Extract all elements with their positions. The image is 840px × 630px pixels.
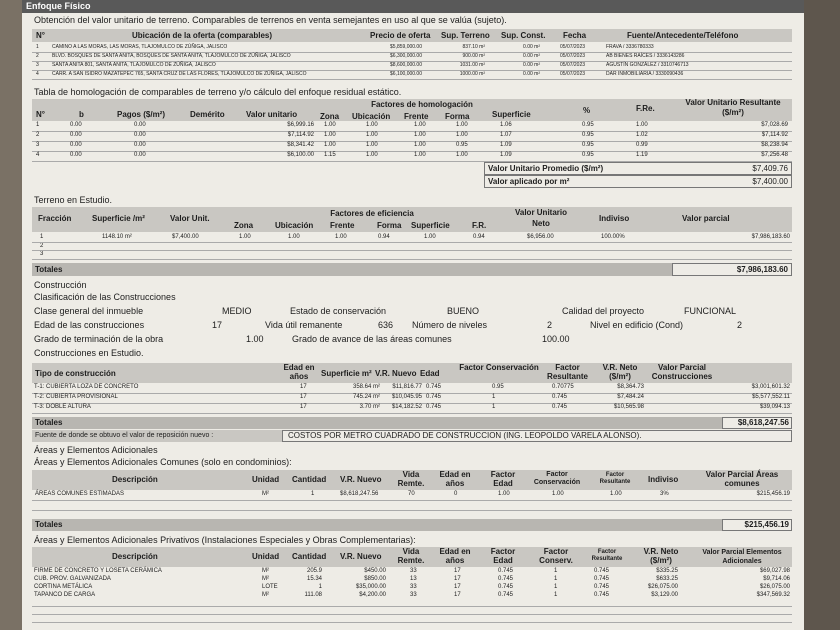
- table-cell: 05/07/2023: [560, 44, 586, 50]
- table-cell: $6,100,000.00: [390, 71, 422, 77]
- table-cell: 1.00: [288, 234, 300, 240]
- table-cell: 1: [492, 394, 496, 400]
- table-cell: 1.00: [239, 234, 251, 240]
- table-cell: 1.00: [636, 122, 648, 128]
- table-cell: 17: [300, 394, 307, 400]
- col-header: Frente: [404, 112, 429, 121]
- table-cell: FRAVA / 3336780333: [606, 44, 654, 50]
- col-header: Valor Unitario Neto: [514, 208, 567, 228]
- homologation-title: Tabla de homologación de comparables de terreno y/o cálculo del enfoque residual estático.: [34, 87, 402, 97]
- table-cell: 1: [554, 568, 558, 574]
- table-cell: 0.745: [498, 584, 514, 590]
- table-cell: SANTA ANITA 801, SANTA ANITA, TLAJOMULCO DE ZÚÑIGA, JALISCO: [52, 62, 216, 68]
- table-cell: $215,456.19: [756, 491, 790, 497]
- table-cell: $14,182.52: [391, 404, 422, 410]
- table-cell: $347,569.32: [756, 592, 790, 598]
- table-cell: CAMINO A LAS MORAS, LAS MORAS, TLAJOMULCO DE ZÚÑIGA, JALISCO: [52, 44, 228, 50]
- table-cell: 1: [554, 592, 558, 598]
- table-cell: 0.745: [594, 576, 610, 582]
- table-cell: $7,986,183.60: [751, 234, 790, 240]
- col-header: Factor Resultante: [599, 472, 631, 485]
- table-cell: 13: [410, 576, 417, 582]
- edad-label: Edad de las construcciones: [34, 320, 145, 330]
- table-cell: AB BIENES RAÍCES / 3336143286: [606, 53, 685, 59]
- table-cell: 0.745: [552, 394, 568, 400]
- table-cell: 1.00: [456, 152, 468, 158]
- table-cell: $7,114.92: [761, 132, 788, 138]
- table-cell: T-3: DOBLE ALTURA: [34, 404, 91, 410]
- table-cell: 1.00: [414, 132, 426, 138]
- table-cell: LOTE: [262, 584, 278, 590]
- totales-label: Totales: [35, 520, 63, 529]
- table-cell: 4: [36, 71, 39, 77]
- col-header: Descripción: [112, 552, 158, 561]
- row-divider: [32, 141, 792, 142]
- table-cell: 1031.00 m²: [459, 62, 485, 68]
- estado-label: Estado de conservación: [290, 306, 387, 316]
- table-cell: 0: [454, 491, 458, 497]
- table-cell: 1.00: [424, 234, 436, 240]
- col-header: Unidad: [252, 552, 280, 561]
- table-cell: 0.00 m²: [523, 62, 540, 68]
- table-cell: 1.06: [500, 122, 512, 128]
- table-cell: T-2: CUBIERTA PROVISIONAL: [34, 394, 118, 400]
- nivel-edificio-value: 2: [737, 320, 743, 330]
- table-cell: 1.09: [500, 152, 512, 158]
- niveles-label: Número de niveles: [412, 320, 488, 330]
- table-cell: 17: [454, 568, 461, 574]
- table-cell: $335.25: [656, 568, 678, 574]
- table-cell: $5,859,000.00: [390, 44, 422, 50]
- col-header: Factor Conservación: [533, 471, 581, 486]
- table-cell: 1148.10 m²: [102, 234, 132, 240]
- table-cell: 0.745: [594, 584, 610, 590]
- table-cell: 1.07: [500, 132, 512, 138]
- col-header: Ubicación: [352, 112, 391, 121]
- table-cell: 0.00 m²: [523, 71, 540, 77]
- table-cell: 0.00 m²: [523, 44, 540, 50]
- table-cell: $6,100.00: [287, 152, 314, 158]
- col-header: F.R.: [472, 221, 487, 230]
- table-cell: 15.34: [306, 576, 322, 582]
- table-cell: 1: [311, 491, 315, 497]
- col-header: Demérito: [190, 110, 225, 119]
- table-cell: $7,028.69: [761, 122, 788, 128]
- col-header: Edad en años: [283, 363, 315, 381]
- table-cell: 05/07/2023: [560, 71, 586, 77]
- row-divider: [32, 242, 792, 243]
- table-cell: 837.10 m²: [462, 44, 485, 50]
- edad-value: 17: [212, 320, 223, 330]
- col-header: Superficie: [492, 110, 531, 119]
- table-cell: 1.00: [324, 122, 336, 128]
- table-cell: 100.00%: [601, 234, 625, 240]
- table-cell: CUB. PROV. GALVANIZADA: [34, 576, 111, 582]
- row-divider: [32, 250, 792, 251]
- col-header: Forma: [377, 221, 402, 230]
- table-cell: CORTINA METÁLICA: [34, 584, 93, 590]
- table-cell: 0.745: [498, 592, 514, 598]
- table-cell: M²: [262, 568, 269, 574]
- table-cell: $10,565.98: [613, 404, 644, 410]
- col-header: Factor Edad: [490, 547, 516, 565]
- document-page: [22, 0, 804, 630]
- col-header: Fecha: [563, 31, 587, 40]
- table-cell: 1.00: [498, 491, 510, 497]
- table-cell: $850.00: [364, 576, 386, 582]
- col-header: F.Re.: [636, 104, 655, 113]
- table-cell: 1.09: [500, 142, 512, 148]
- col-header: Fuente/Antecedente/Teléfono: [627, 31, 739, 40]
- col-header: Superficie /m²: [92, 214, 145, 223]
- table-cell: $450.00: [364, 568, 386, 574]
- col-header: Cantidad: [292, 552, 327, 561]
- table-cell: 0.95: [582, 142, 594, 148]
- col-header: Precio de oferta: [370, 31, 431, 40]
- row-divider: [32, 510, 792, 511]
- aplicado-value: $7,400.00: [752, 177, 788, 186]
- table-cell: $10,045.95: [391, 394, 422, 400]
- table-cell: 33: [410, 592, 417, 598]
- col-header: V.R. Neto ($/m²): [643, 547, 679, 565]
- table-cell: 1: [318, 584, 322, 590]
- table-cell: $6,300,000.00: [390, 53, 422, 59]
- table-cell: 0.745: [498, 568, 514, 574]
- background-right: [804, 0, 840, 630]
- table-cell: 0.00: [70, 142, 82, 148]
- col-header: Valor Parcial Elementos Adicionales: [702, 549, 782, 565]
- row-divider: [32, 131, 792, 132]
- table-cell: 0.745: [594, 568, 610, 574]
- col-header: Indiviso: [599, 214, 630, 223]
- calidad-label: Calidad del proyecto: [562, 306, 645, 316]
- table-cell: TAPANCO DE CARGA: [34, 592, 96, 598]
- col-header: Forma: [445, 112, 470, 121]
- table-cell: $11,816.77: [392, 384, 422, 390]
- aplicado-label: Valor aplicado por m²: [488, 177, 570, 186]
- group-header: Factores de homologación: [371, 100, 473, 109]
- areas-comunes-title: Áreas y Elementos Adicionales Comunes (solo en condominios):: [34, 457, 292, 467]
- table-cell: $8,600,000.00: [390, 62, 422, 68]
- col-header: Ubicación: [275, 221, 314, 230]
- table-cell: $7,114.92: [287, 132, 314, 138]
- col-header: Edad: [420, 369, 440, 378]
- table-cell: 1: [554, 576, 558, 582]
- grado-label: Grado de terminación de la obra: [34, 334, 164, 344]
- table-cell: 0.00: [134, 142, 146, 148]
- table-cell: 17: [454, 592, 461, 598]
- col-header: Tipo de construcción: [35, 369, 116, 378]
- table-cell: 0.745: [426, 394, 442, 400]
- table-cell: 1.19: [636, 152, 648, 158]
- col-header: Zona: [234, 221, 254, 230]
- col-header: Descripción: [112, 475, 158, 484]
- col-header: Edad en años: [439, 547, 471, 565]
- col-header: Superficie: [411, 221, 450, 230]
- table-cell: 0.00: [134, 132, 146, 138]
- table-cell: FIRME DE CONCRETO Y LOSETA CERÁMICA: [34, 568, 162, 574]
- table-cell: 0.745: [426, 384, 442, 390]
- table-cell: ÁREAS COMUNES ESTIMADAS: [35, 491, 125, 497]
- table-cell: T-1: CUBIERTA LOZA DE CONCRETO: [34, 384, 139, 390]
- col-header: Sup. Const.: [501, 31, 546, 40]
- col-header: Valor Unit.: [170, 214, 210, 223]
- col-header: Fracción: [38, 214, 72, 223]
- table-cell: $4,200.00: [359, 592, 386, 598]
- col-header: Factor Resultante: [591, 549, 623, 562]
- col-header: Sup. Terreno: [441, 31, 490, 40]
- table-cell: $6,999.16: [287, 122, 314, 128]
- totales-bar: [32, 519, 722, 531]
- col-header: Valor unitario: [246, 110, 298, 119]
- table-cell: 0.70775: [552, 384, 574, 390]
- table-cell: 1.00: [414, 152, 426, 158]
- nivel-edificio-label: Nivel en edificio (Cond): [590, 320, 684, 330]
- table-cell: 3: [40, 251, 44, 257]
- table-cell: $7,400.00: [172, 234, 199, 240]
- table-cell: 70: [408, 491, 415, 497]
- table-cell: M²: [262, 592, 269, 598]
- totales-value: $8,618,247.56: [737, 418, 789, 427]
- table-cell: 0.00: [70, 122, 82, 128]
- table-cell: 3.70 m²: [359, 404, 380, 410]
- table-cell: 0.00: [70, 132, 82, 138]
- table-cell: 17: [454, 584, 461, 590]
- col-header: Zona: [320, 112, 340, 121]
- background-left: [0, 0, 22, 630]
- construccion-title: Construcción: [34, 280, 87, 290]
- row-divider: [32, 622, 792, 623]
- col-header: V.R. Nuevo: [375, 369, 417, 378]
- table-cell: 1.00: [366, 132, 378, 138]
- table-cell: 0.745: [426, 404, 442, 410]
- table-cell: 2: [36, 53, 39, 59]
- table-cell: 1.00: [366, 152, 378, 158]
- col-header: Frente: [330, 221, 355, 230]
- col-header: %: [583, 106, 591, 115]
- table-cell: 33: [410, 584, 417, 590]
- comparables-title: Obtención del valor unitario de terreno. Comparables de terrenos en venta semejantes en uso al que se valúa (sujeto).: [34, 15, 507, 25]
- areas-title: Áreas y Elementos Adicionales: [34, 445, 158, 455]
- col-header: V.R. Nuevo: [340, 552, 382, 561]
- table-cell: 111.08: [304, 592, 322, 598]
- table-cell: $7,484.24: [617, 394, 644, 400]
- col-header: Pagos ($/m²): [117, 110, 166, 119]
- table-cell: 33: [410, 568, 417, 574]
- construcciones-estudio-title: Construcciones en Estudio.: [34, 348, 144, 358]
- table-cell: 1.00: [552, 491, 564, 497]
- table-cell: M²: [262, 491, 269, 497]
- col-header: V.R. Nuevo: [340, 475, 382, 484]
- row-divider: [32, 614, 792, 615]
- avance-value: 100.00: [542, 334, 570, 344]
- table-cell: $8,364.73: [617, 384, 644, 390]
- table-cell: 1.15: [324, 152, 336, 158]
- col-header: Vida Remte.: [397, 470, 425, 488]
- table-cell: 0.95: [582, 122, 594, 128]
- col-header: Vida Remte.: [397, 547, 425, 565]
- col-header: b: [79, 110, 84, 119]
- table-cell: 0.99: [636, 142, 648, 148]
- table-cell: 05/07/2023: [560, 53, 586, 59]
- col-header: Valor Unitario Resultante ($/m²): [685, 98, 781, 117]
- col-header: N°: [36, 110, 45, 119]
- vida-label: Vida útil remanente: [265, 320, 343, 330]
- table-cell: 1: [36, 44, 39, 50]
- table-cell: 17: [300, 384, 307, 390]
- table-cell: 0.95: [582, 152, 594, 158]
- table-cell: 900.00 m²: [462, 53, 485, 59]
- table-cell: 0.00: [134, 122, 146, 128]
- col-header: Cantidad: [292, 475, 327, 484]
- col-header: Ubicación de la oferta (comparables): [132, 31, 273, 40]
- col-header: V.R. Neto ($/m²): [602, 363, 638, 381]
- row-divider: [32, 500, 792, 501]
- table-cell: $26,075.00: [647, 584, 678, 590]
- table-cell: DAR INMOBILIARIA / 3330090436: [606, 71, 684, 77]
- promedio-label: Valor Unitario Promedio ($/m²): [488, 164, 604, 173]
- clase-value: MEDIO: [222, 306, 252, 316]
- table-cell: $633.25: [656, 576, 678, 582]
- table-cell: $6,956.00: [527, 234, 554, 240]
- table-cell: 1: [554, 584, 558, 590]
- col-header: N°: [36, 31, 45, 40]
- fuente-label: Fuente de donde se obtuvo el valor de reposición nuevo :: [35, 432, 214, 439]
- col-header: Indiviso: [648, 475, 679, 484]
- table-cell: AGUSTÍN GONZÁLEZ / 3310746713: [606, 62, 689, 68]
- table-cell: 0.95: [492, 384, 504, 390]
- col-header: Factor Resultante: [547, 363, 588, 381]
- table-cell: 3: [36, 62, 39, 68]
- col-header: Edad en años: [439, 470, 471, 488]
- table-cell: 1.00: [414, 142, 426, 148]
- table-cell: 1.00: [324, 132, 336, 138]
- col-header: Valor parcial: [682, 214, 730, 223]
- table-cell: $69,027.98: [759, 568, 790, 574]
- group-header: Factores de eficiencia: [330, 209, 414, 218]
- table-cell: 1000.00 m²: [459, 71, 485, 77]
- table-cell: 0.95: [456, 142, 468, 148]
- table-cell: 0.745: [552, 404, 568, 410]
- table-cell: 1.02: [636, 132, 648, 138]
- privativos-title: Áreas y Elementos Adicionales Privativos (Instalaciones Especiales y Obras Complementarias):: [34, 535, 416, 545]
- table-cell: 358.64 m²: [352, 384, 380, 390]
- table-cell: 17: [454, 576, 461, 582]
- table-cell: $7,256.48: [761, 152, 788, 158]
- totales-label: Totales: [35, 418, 63, 427]
- grado-value: 1.00: [246, 334, 264, 344]
- table-cell: CARR. A SAN ISIDRO MAZATEPEC 765, SANTA CRUZ DE LAS FLORES, TLAJOMULCO DE ZÚÑIGA, JALISCO: [52, 71, 307, 77]
- table-cell: $35,000.00: [355, 584, 386, 590]
- table-cell: 0.745: [498, 576, 514, 582]
- avance-label: Grado de avance de las áreas comunes: [292, 334, 452, 344]
- table-cell: $8,238.94: [761, 142, 788, 148]
- table-cell: 1.00: [324, 142, 336, 148]
- table-cell: 4: [36, 152, 40, 158]
- table-cell: 0.94: [378, 234, 390, 240]
- col-header: Factor Edad: [490, 470, 516, 488]
- table-cell: $8,341.42: [287, 142, 314, 148]
- table-cell: 0.00 m²: [523, 53, 540, 59]
- table-cell: 05/07/2023: [560, 62, 586, 68]
- table-cell: $5,577,552.11: [752, 394, 790, 400]
- table-cell: 2: [40, 243, 44, 249]
- table-cell: 1.00: [456, 122, 468, 128]
- table-cell: 2: [36, 132, 40, 138]
- table-cell: 17: [300, 404, 307, 410]
- niveles-value: 2: [547, 320, 553, 330]
- col-header: Factor Conserv.: [539, 547, 573, 565]
- col-header: Superficie m²: [321, 369, 372, 378]
- table-cell: 1.00: [414, 122, 426, 128]
- calidad-value: FUNCIONAL: [684, 306, 737, 316]
- table-cell: 3%: [660, 491, 669, 497]
- table-cell: 0.745: [594, 592, 610, 598]
- table-cell: 1.00: [366, 142, 378, 148]
- table-cell: 1: [492, 404, 496, 410]
- row-divider: [32, 259, 792, 260]
- table-cell: 0.00: [70, 152, 82, 158]
- clase-label: Clase general del inmueble: [34, 306, 144, 316]
- totales-value: $215,456.19: [744, 520, 789, 529]
- table-cell: 205.9: [306, 568, 322, 574]
- table-cell: $8,618,247.56: [340, 491, 379, 497]
- vida-value: 636: [378, 320, 394, 330]
- table-cell: 1.00: [610, 491, 622, 497]
- terreno-title: Terreno en Estudio.: [34, 195, 113, 205]
- table-cell: 1: [40, 234, 44, 240]
- table-cell: 745.24 m²: [352, 394, 380, 400]
- row-divider: [32, 606, 792, 607]
- table-cell: 3: [36, 142, 40, 148]
- totales-label: Totales: [35, 265, 63, 274]
- col-header: Unidad: [252, 475, 280, 484]
- table-cell: BLVD. BOSQUES DE SANTA ANITA, BOSQUES DE SANTA ANITA, TLAJOMULCO DE ZÚÑIGA, JALISCO: [52, 53, 291, 59]
- row-divider: [32, 79, 792, 80]
- table-cell: 0.00: [134, 152, 146, 158]
- promedio-value: $7,409.76: [752, 164, 788, 173]
- table-cell: $39,094.13: [759, 404, 790, 410]
- table-cell: $9,714.06: [763, 576, 790, 582]
- table-cell: $3,001,601.32: [751, 384, 790, 390]
- row-divider: [32, 413, 792, 414]
- totales-bar: [32, 263, 672, 276]
- totales-value: $7,986,183.60: [736, 265, 788, 274]
- col-header: Factor Conservación: [459, 363, 539, 372]
- col-header: Valor Parcial Áreas comunes: [705, 470, 779, 488]
- row-divider: [32, 151, 792, 152]
- table-cell: M²: [262, 576, 269, 582]
- table-cell: $26,075.00: [759, 584, 790, 590]
- table-cell: 0.94: [473, 234, 485, 240]
- estado-value: BUENO: [447, 306, 480, 316]
- table-cell: 0.95: [582, 132, 594, 138]
- clasificacion-title: Clasificación de las Construcciones: [34, 292, 176, 302]
- table-cell: $3,129.00: [651, 592, 678, 598]
- col-header: Valor Parcial Construcciones: [651, 363, 713, 381]
- table-cell: 1: [36, 122, 40, 128]
- section-header: Enfoque Físico: [22, 0, 804, 13]
- fuente-value: COSTOS POR METRO CUADRADO DE CONSTRUCCION (ING. LEOPOLDO VARELA ALONSO).: [288, 431, 642, 440]
- table-cell: 1.00: [335, 234, 347, 240]
- totales-bar: [32, 417, 722, 429]
- table-cell: 1.00: [456, 132, 468, 138]
- table-cell: 1.00: [366, 122, 378, 128]
